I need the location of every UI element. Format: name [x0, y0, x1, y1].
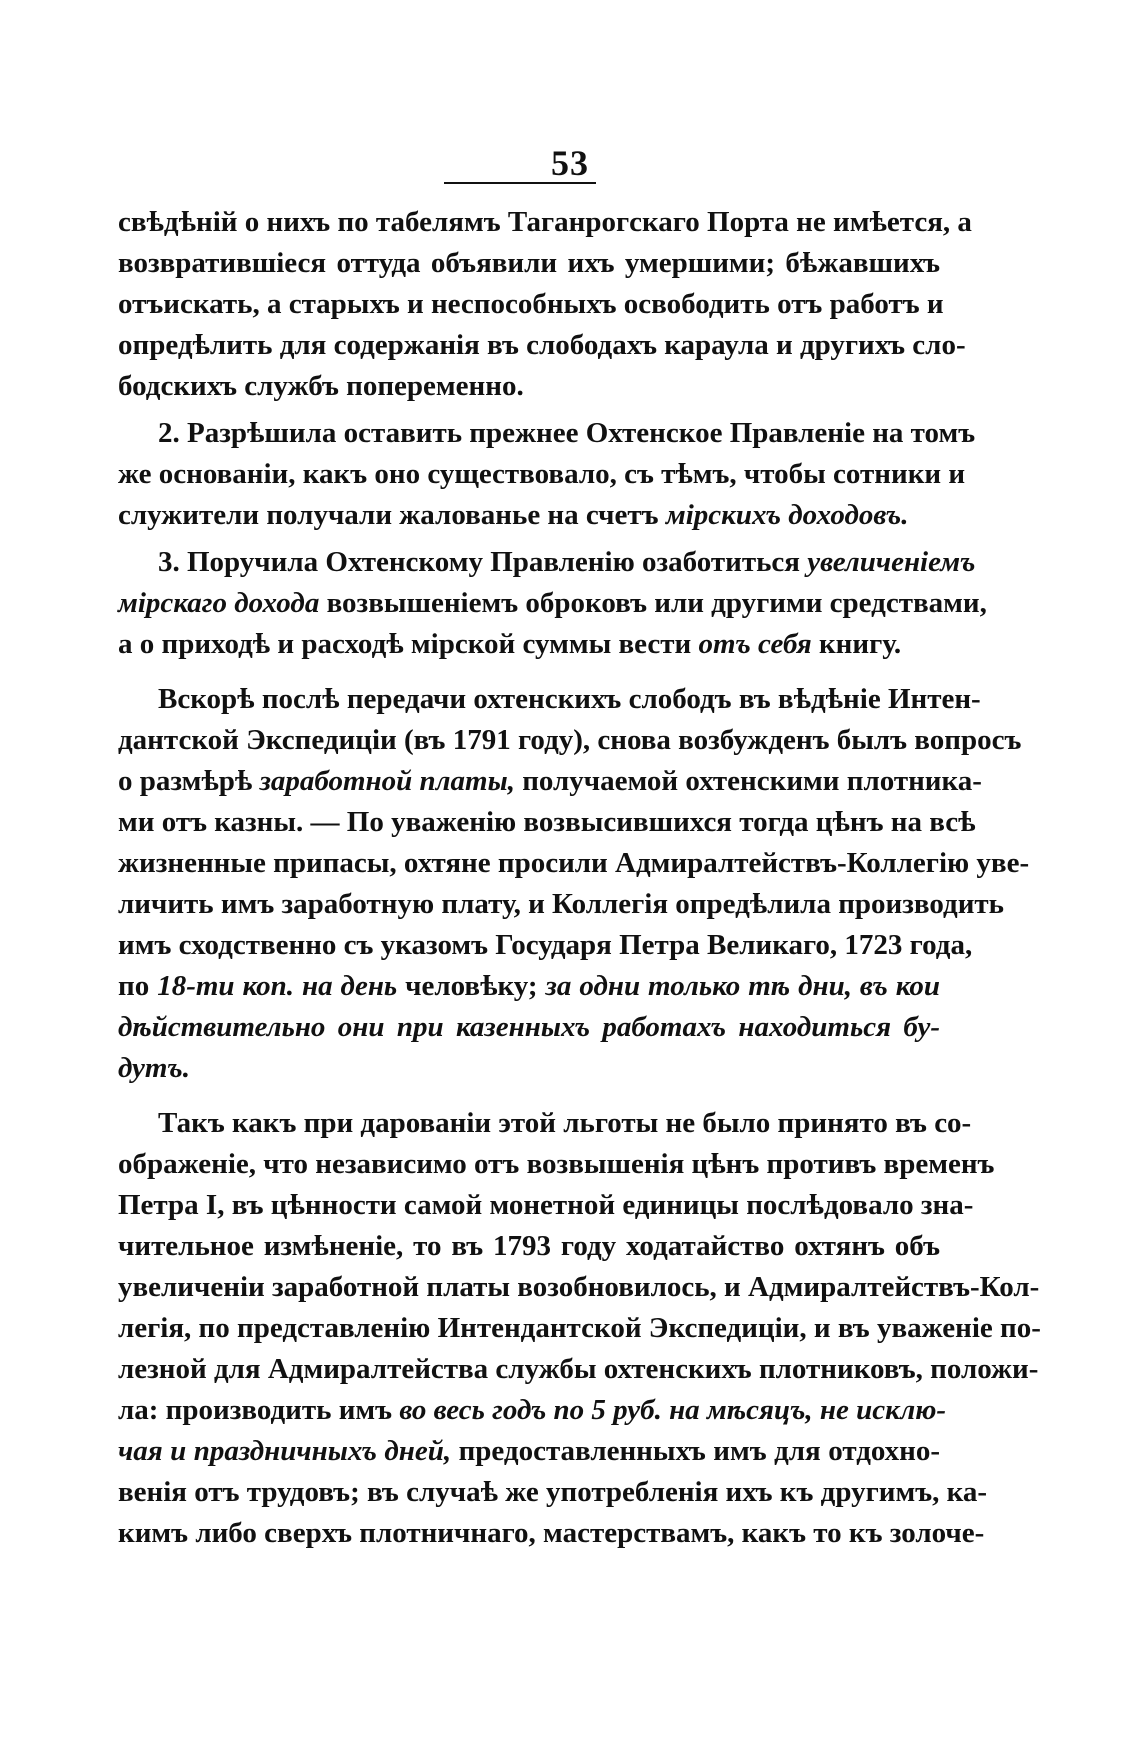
text-segment: возвышеніемъ оброковъ или другими средствами,	[319, 587, 987, 619]
text-line	[118, 624, 940, 665]
text-line	[118, 284, 944, 325]
text-line	[118, 1226, 940, 1267]
text-segment: предоставленныхъ имъ для отдохно-	[451, 1435, 941, 1467]
text-segment: книгу.	[811, 628, 902, 660]
text-line	[118, 1513, 985, 1554]
text-line	[118, 542, 976, 583]
text-line	[118, 679, 981, 720]
text-segment: 2. Разрѣшила оставить прежнее Охтенское Правленіе на томъ	[158, 417, 976, 449]
text-segment: свѣдѣній о нихъ по табелямъ Таганрогскаго Порта не имѣется, а	[118, 206, 972, 238]
text-segment: человѣку;	[397, 970, 546, 1002]
text-line	[118, 1048, 940, 1089]
text-segment: кимъ либо сверхъ плотничнаго, мастерствамъ, какъ то къ золоче-	[118, 1517, 985, 1549]
text-segment: дантской Экспедиціи (въ 1791 году), снова возбужденъ былъ вопросъ	[118, 724, 1022, 756]
text-segment: бодскихъ службъ попеременно.	[118, 370, 524, 402]
text-segment: ми отъ казны. — По уваженію возвысившихся тогда цѣнъ на всѣ	[118, 806, 976, 838]
text-segment: же основаніи, какъ оно существовало, съ тѣмъ, чтобы сотники и	[118, 458, 966, 490]
italic-text-segment: мірскихъ доходовъ.	[665, 499, 909, 531]
text-line	[118, 1308, 1041, 1349]
text-line	[118, 454, 966, 495]
text-line	[118, 366, 940, 407]
italic-text-segment: мірскаго дохода	[118, 587, 320, 619]
text-line	[118, 761, 982, 802]
text-segment: Вскорѣ послѣ передачи охтенскихъ слободъ въ вѣдѣніе Интен-	[158, 683, 981, 715]
text-line	[118, 1431, 940, 1472]
text-line	[118, 1185, 974, 1226]
text-segment: опредѣлить для содержанія въ слободахъ караула и другихъ сло-	[118, 329, 966, 361]
text-line	[118, 884, 1004, 925]
text-line	[118, 1472, 988, 1513]
italic-text-segment: увеличеніемъ	[807, 546, 976, 578]
text-segment: ображеніе, что независимо отъ возвышенія цѣнъ противъ временъ	[118, 1148, 995, 1180]
text-line	[118, 720, 1022, 761]
text-line	[118, 843, 1030, 884]
text-line	[118, 1007, 940, 1048]
text-segment: возвратившіеся оттуда объявили ихъ умершими; бѣжавшихъ	[118, 247, 940, 279]
text-segment: получаемой охтенскими плотника-	[514, 765, 982, 797]
italic-text-segment: 18-ти коп. на день	[157, 970, 398, 1002]
text-line	[118, 1390, 947, 1431]
text-segment: личить имъ заработную плату, и Коллегія опредѣлила производить	[118, 888, 1004, 920]
text-segment: венія отъ трудовъ; въ случаѣ же употребленія ихъ къ другимъ, ка-	[118, 1476, 988, 1508]
text-segment: отъискать, а старыхъ и неспособныхъ освободить отъ работъ и	[118, 288, 944, 320]
text-line	[118, 966, 940, 1007]
text-segment: увеличеніи заработной платы возобновилось, и Адмиралтействъ-Кол-	[118, 1271, 1040, 1303]
italic-text-segment: во весь годъ по 5 руб. на мѣсяцъ, не исклю-	[399, 1394, 947, 1426]
text-segment: легія, по представленію Интендантской Экспедиціи, и въ уваженіе по-	[118, 1312, 1041, 1344]
text-body	[118, 202, 1041, 1554]
italic-text-segment: заработной платы,	[259, 765, 515, 797]
text-line	[118, 413, 976, 454]
italic-text-segment: чая и праздничныхъ дней,	[118, 1435, 452, 1467]
text-segment: чительное измѣненіе, то въ 1793 году ходатайство охтянъ объ	[118, 1230, 940, 1262]
text-segment: ла: производить имъ	[118, 1394, 400, 1426]
text-segment: имъ сходственно съ указомъ Государя Петра Великаго, 1723 года,	[118, 929, 973, 961]
text-line	[118, 1267, 1040, 1308]
text-line	[118, 1103, 972, 1144]
text-segment: служители получали жалованье на счетъ	[118, 499, 666, 531]
text-segment: о размѣрѣ	[118, 765, 260, 797]
text-line	[118, 1144, 995, 1185]
text-line	[118, 495, 940, 536]
text-segment: а о приходѣ и расходѣ мірской суммы вести	[118, 628, 699, 660]
italic-text-segment: дутъ.	[118, 1052, 190, 1084]
text-segment: 3. Поручила Охтенскому Правленію озаботиться	[158, 546, 808, 578]
page-number-rule	[444, 182, 596, 184]
text-segment: жизненные припасы, охтяне просили Адмиралтействъ-Коллегію уве-	[118, 847, 1030, 879]
text-line	[118, 802, 976, 843]
text-segment: Петра I, въ цѣнности самой монетной единицы послѣдовало зна-	[118, 1189, 974, 1221]
text-segment: лезной для Адмиралтейства службы охтенскихъ плотниковъ, положи-	[118, 1353, 1039, 1385]
italic-text-segment: дѣйствительно они при казенныхъ работахъ находиться бу-	[118, 1011, 940, 1043]
text-line	[118, 202, 972, 243]
text-line	[118, 583, 987, 624]
text-segment: Такъ какъ при дарованіи этой льготы не было принято въ со-	[158, 1107, 972, 1139]
page-number: 53	[551, 143, 589, 183]
text-line	[118, 1349, 1039, 1390]
text-line	[118, 925, 973, 966]
text-segment: по	[118, 970, 158, 1002]
italic-text-segment: отъ себя	[698, 628, 812, 660]
italic-text-segment: за одни только тѣ дни, въ кои	[545, 970, 940, 1002]
text-line	[118, 325, 966, 366]
text-line	[118, 243, 940, 284]
